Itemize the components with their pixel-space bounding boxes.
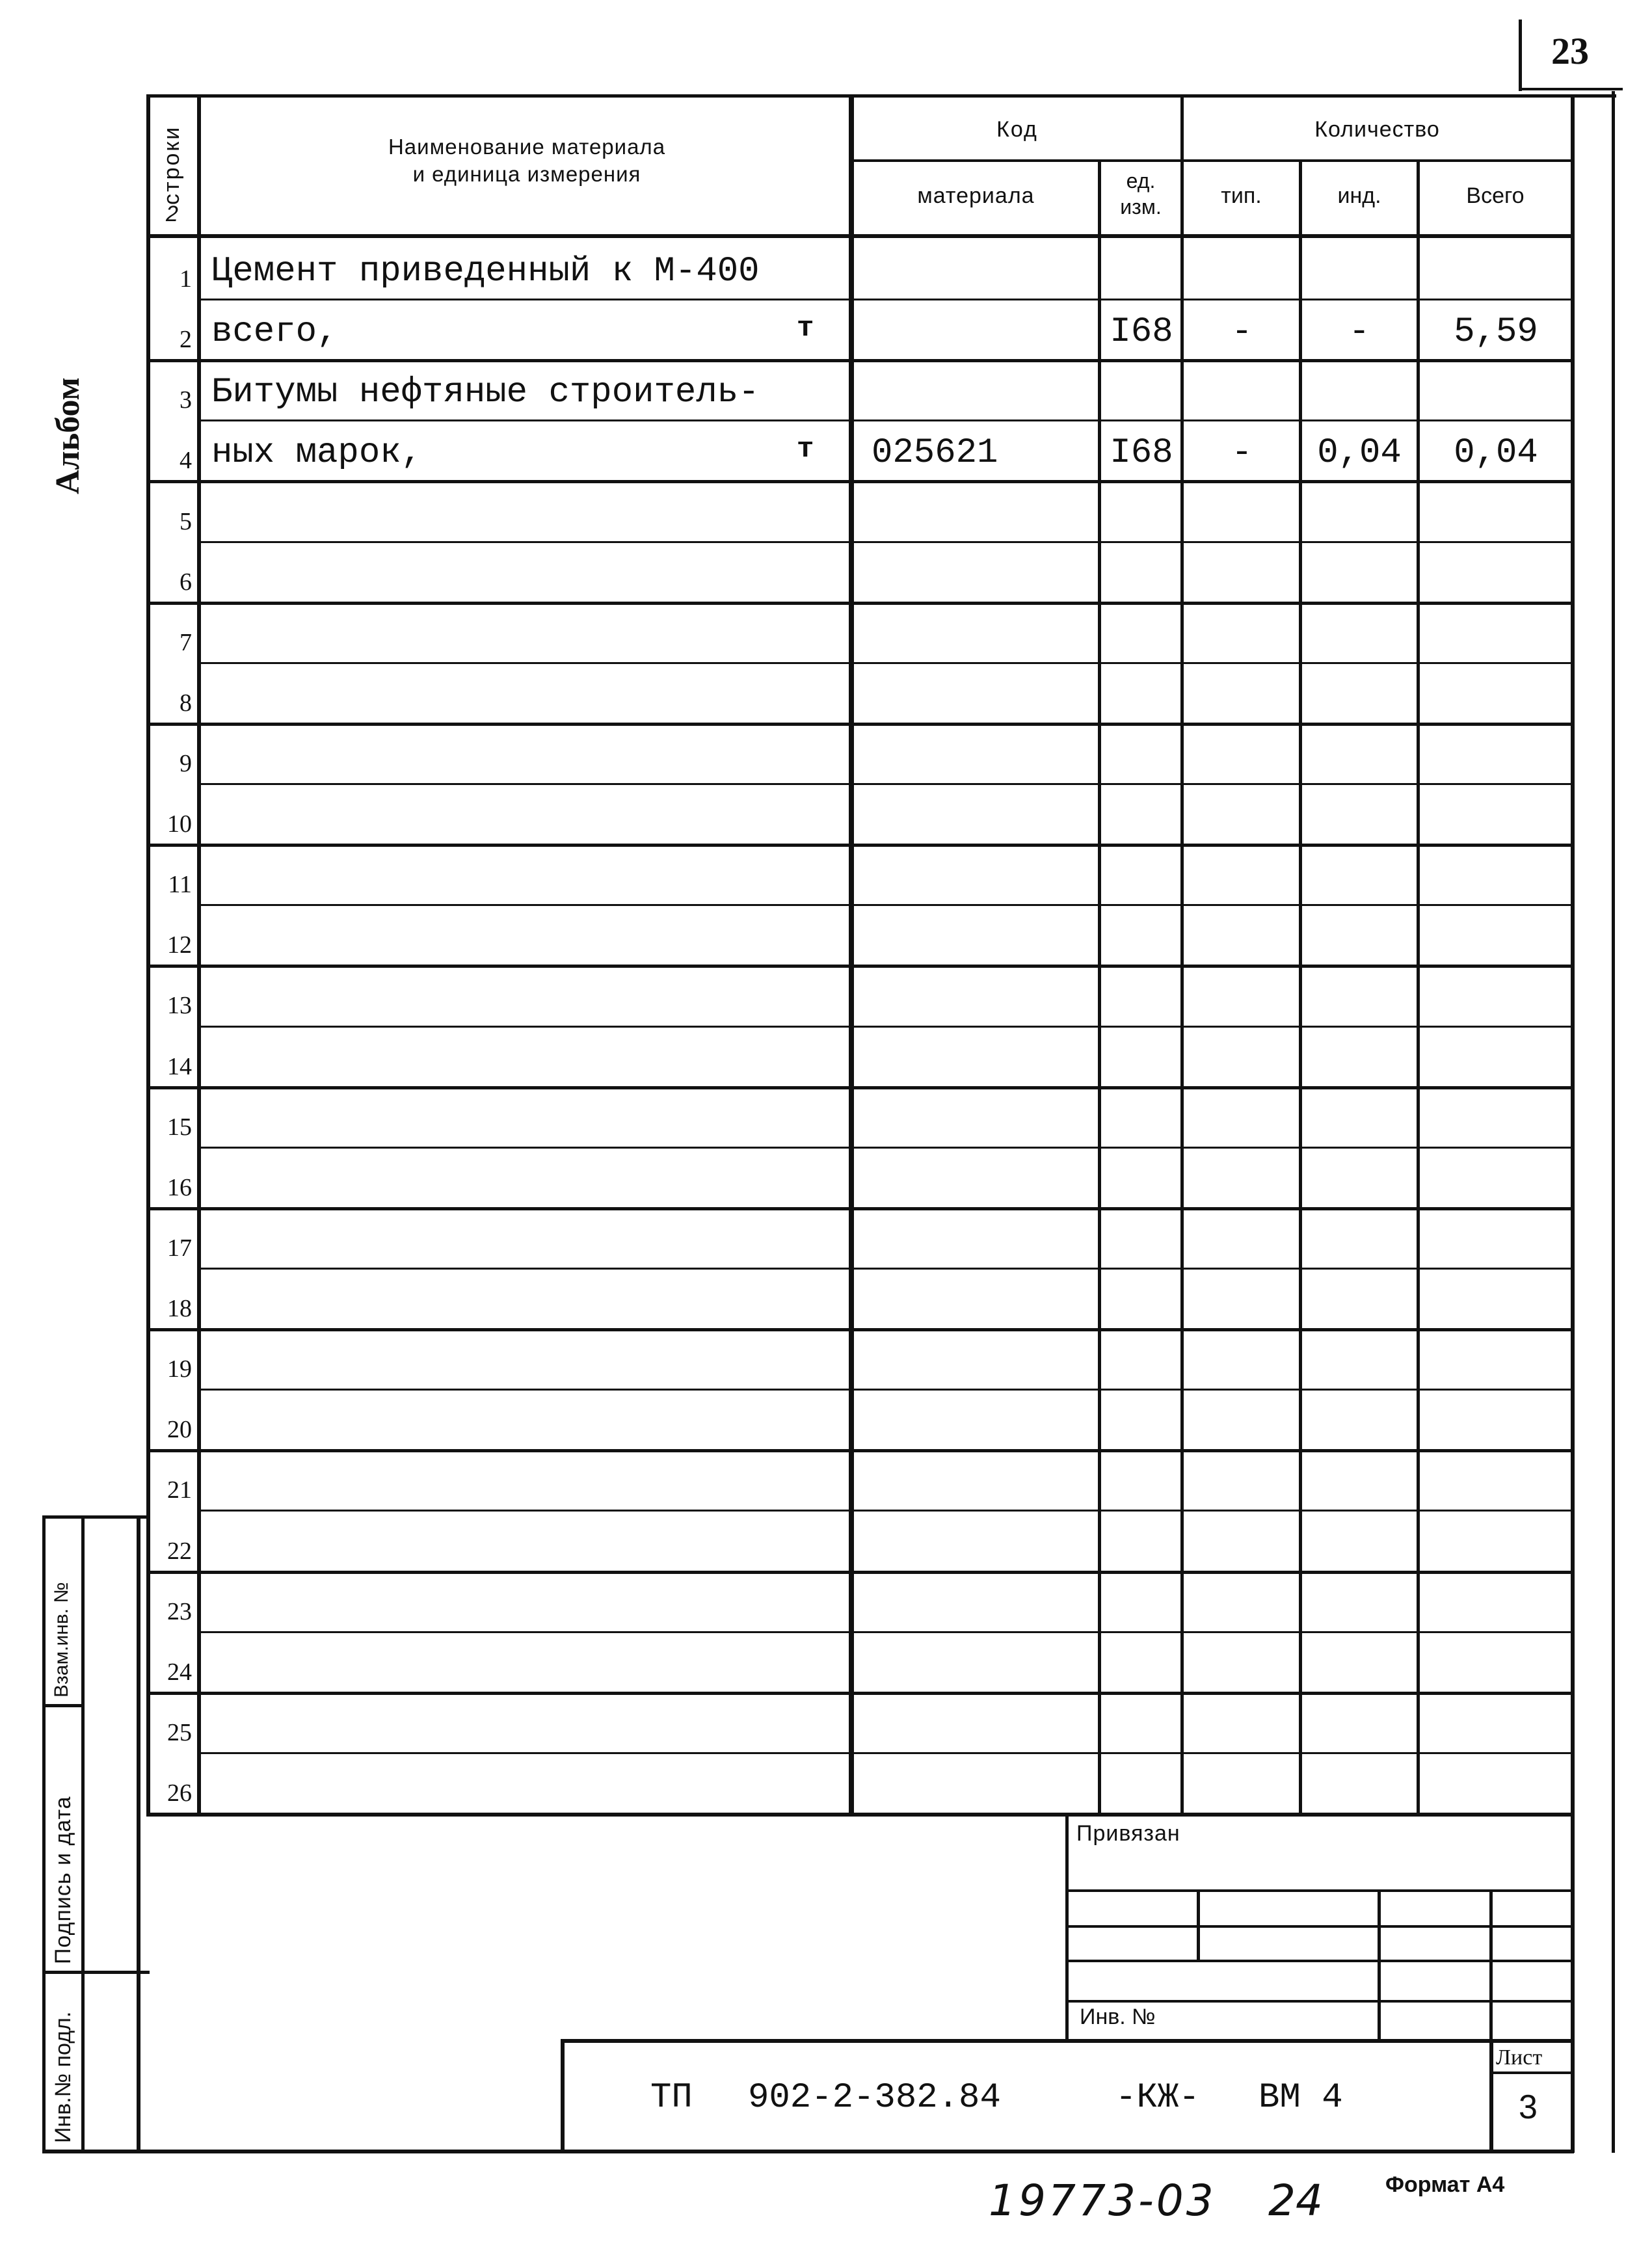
row-separator: [197, 541, 1574, 543]
cell-name: всего,: [211, 312, 338, 352]
row-number: 1: [180, 265, 192, 293]
row-number: 12: [167, 931, 192, 959]
row-number: 3: [180, 386, 192, 414]
header-row-no: строки: [159, 125, 184, 205]
row-separator: [146, 1692, 1574, 1695]
row-number: 13: [167, 992, 192, 1019]
footer-page: 24: [1268, 2176, 1323, 2226]
album-label: Альбом: [49, 377, 87, 494]
cell-total: 5,59: [1454, 312, 1538, 352]
row-number: 26: [167, 1779, 192, 1807]
row-number: 11: [168, 871, 192, 898]
row-separator: [197, 420, 1574, 421]
cell-ed: I68: [1110, 433, 1173, 473]
row-separator: [146, 602, 1574, 605]
row-separator: [146, 1207, 1574, 1210]
row-number: 24: [167, 1658, 192, 1686]
cell-typ: -: [1231, 433, 1253, 473]
sheet-number: 3: [1519, 2088, 1538, 2126]
cell-unit: т: [797, 433, 814, 466]
row-number: 25: [167, 1719, 192, 1746]
header-q-ind: инд.: [1337, 183, 1381, 208]
page-number: 23: [1551, 30, 1589, 72]
row-separator: [146, 1328, 1574, 1331]
footer-doc-code: 19773-03: [989, 2176, 1216, 2226]
row-number: 14: [167, 1053, 192, 1080]
header-code-material: материала: [917, 183, 1035, 208]
inv-no-label: Инв. №: [1080, 2005, 1156, 2029]
cell-unit: т: [797, 312, 814, 345]
header-q-total: Всего: [1466, 183, 1525, 208]
designation-vm: ВМ 4: [1259, 2078, 1343, 2118]
row-number: 5: [180, 508, 192, 535]
row-number: 15: [167, 1113, 192, 1141]
row-number: 23: [167, 1598, 192, 1625]
row-separator: [197, 662, 1574, 664]
header-name: Наименование материала и единица измерения: [388, 135, 666, 186]
row-number: 20: [167, 1416, 192, 1443]
header-quantity: Количество: [1314, 117, 1440, 142]
cell-typ: -: [1231, 312, 1253, 352]
cell-name: Битумы нефтяные строитель-: [211, 373, 760, 412]
sheet-label: Лист: [1496, 2045, 1543, 2070]
row-separator: [146, 359, 1574, 362]
row-number: 18: [167, 1295, 192, 1322]
cell-ind: -: [1348, 312, 1370, 352]
row-separator: [197, 1147, 1574, 1149]
row-separator: [197, 904, 1574, 906]
cell-name: Цемент приведенный к М-400: [211, 252, 760, 291]
row-separator: [146, 1571, 1574, 1574]
row-number: 9: [180, 750, 192, 777]
row-number: 2: [180, 326, 192, 353]
header-row-mark: 2: [166, 202, 178, 226]
cell-name: ных марок,: [211, 433, 423, 473]
header-code: Код: [996, 117, 1038, 142]
row-separator: [146, 1449, 1574, 1452]
row-separator: [197, 1026, 1574, 1028]
designation-kzh: -КЖ-: [1115, 2078, 1200, 2118]
row-number: 7: [180, 629, 192, 656]
stamp-podpis: Подпись и дата: [51, 1796, 75, 1964]
row-number: 21: [167, 1476, 192, 1504]
row-separator: [146, 480, 1574, 483]
row-separator: [197, 1631, 1574, 1633]
row-number: 16: [167, 1174, 192, 1201]
row-number: 8: [180, 689, 192, 717]
designation-tp: ТП: [650, 2078, 693, 2118]
privyazan-label: Привязан: [1076, 1821, 1180, 1846]
header-code-unit: ед. изм.: [1120, 169, 1162, 219]
cell-ed: I68: [1110, 312, 1173, 352]
row-number: 10: [167, 810, 192, 838]
row-number: 19: [167, 1355, 192, 1383]
footer-format: Формат А4: [1385, 2172, 1505, 2197]
row-separator: [146, 723, 1574, 726]
row-separator: [197, 299, 1574, 300]
row-number: 6: [180, 568, 192, 596]
cell-ind: 0,04: [1317, 433, 1402, 473]
row-separator: [197, 1389, 1574, 1391]
stamp-vzam: Взам.инв. №: [51, 1582, 72, 1698]
row-separator: [146, 1086, 1574, 1089]
row-number: 4: [180, 447, 192, 474]
row-separator: [197, 1268, 1574, 1270]
stamp-inv-podl: Инв.№ подл.: [51, 2011, 75, 2143]
row-separator: [197, 783, 1574, 785]
row-separator: [146, 844, 1574, 847]
row-number: 17: [167, 1234, 192, 1262]
cell-code: 025621: [872, 433, 998, 473]
row-separator: [197, 1510, 1574, 1512]
row-separator: [197, 1752, 1574, 1754]
row-separator: [146, 965, 1574, 968]
designation-number: 902-2-382.84: [748, 2078, 1001, 2118]
row-number: 22: [167, 1538, 192, 1565]
cell-total: 0,04: [1454, 433, 1538, 473]
header-q-typ: тип.: [1221, 183, 1262, 208]
